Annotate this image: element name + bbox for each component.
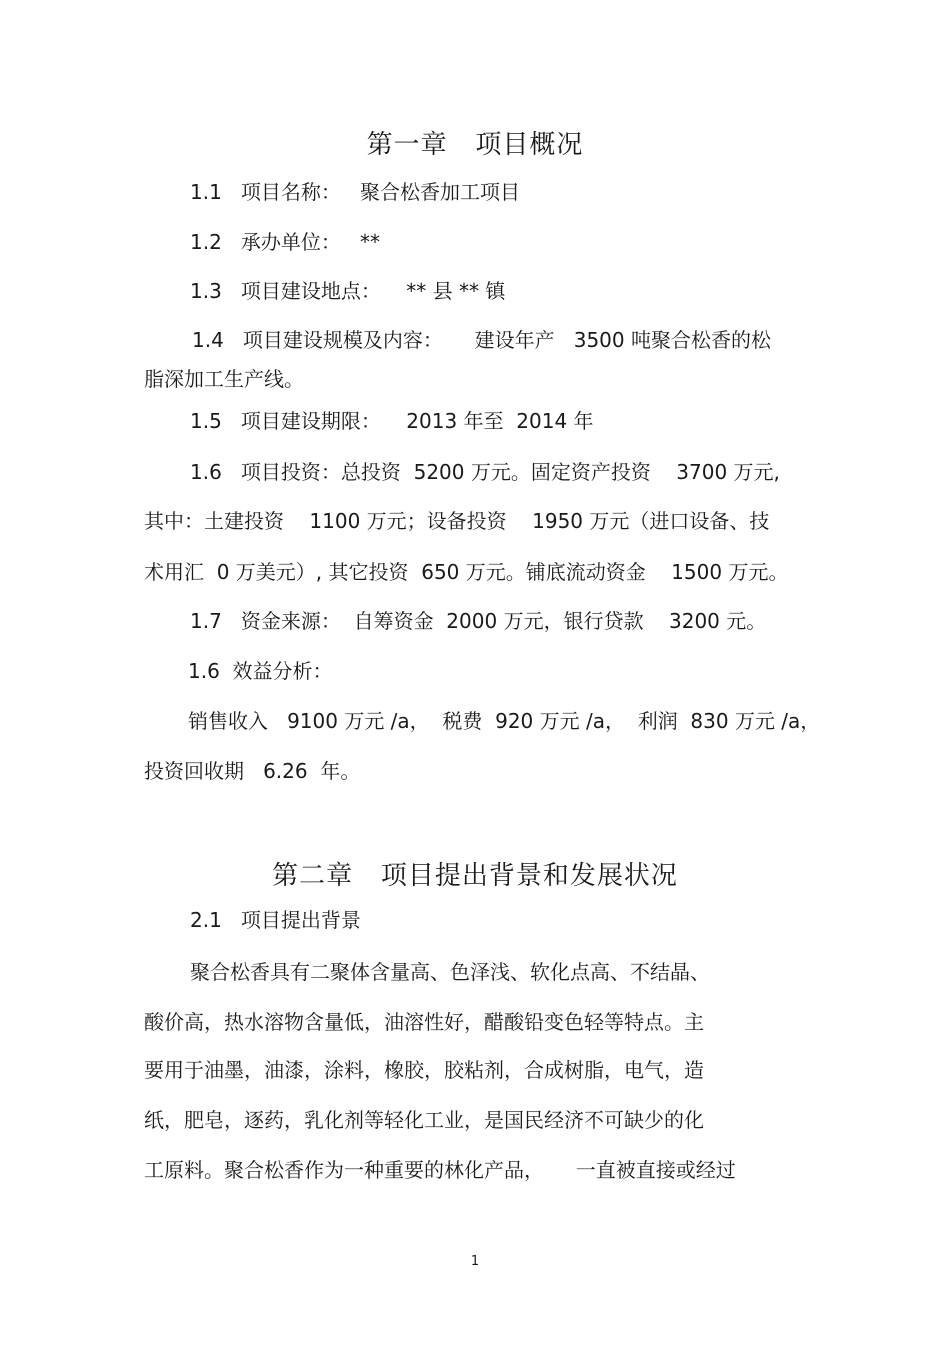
chapter-1-title: 第一章 项目概况: [366, 130, 584, 160]
item-1-4: 1.4 项目建设规模及内容： 建设年产 3500 吨聚合松香的松: [192, 328, 771, 352]
page-number: 1: [470, 1254, 480, 1269]
item-1-2: 1.2 承办单位： **: [190, 230, 380, 254]
item-1-3: 1.3 项目建设地点： ** 县 ** 镇: [190, 279, 506, 303]
paragraph-line-5: 工原料。聚合松香作为一种重要的林化产品， 一直被直接或经过: [144, 1158, 736, 1182]
benefit-line-2: 投资回收期 6.26 年。: [144, 759, 361, 783]
item-1-6-line-2: 其中：土建投资 1100 万元；设备投资 1950 万元（进口设备、技: [144, 509, 770, 533]
item-1-5: 1.5 项目建设期限： 2013 年至 2014 年: [190, 409, 594, 433]
paragraph-line-1: 聚合松香具有二聚体含量高、色泽浅、软化点高、不结晶、: [190, 960, 710, 984]
item-2-1: 2.1 项目提出背景: [190, 908, 361, 932]
paragraph-line-2: 酸价高，热水溶物含量低，油溶性好，醋酸铅变色轻等特点。主: [144, 1010, 704, 1034]
item-1-6: 1.6 项目投资：总投资 5200 万元。固定资产投资 3700 万元,: [190, 460, 780, 484]
paragraph-line-4: 纸，肥皂，逐药，乳化剂等轻化工业，是国民经济不可缺少的化: [144, 1108, 704, 1132]
item-1-1: 1.1 项目名称： 聚合松香加工项目: [190, 180, 520, 204]
paragraph-line-3: 要用于油墨，油漆，涂料，橡胶，胶粘剂，合成树脂，电气，造: [144, 1058, 704, 1082]
item-1-7: 1.7 资金来源： 自筹资金 2000 万元，银行贷款 3200 元。: [190, 609, 767, 633]
item-1-4-continued: 脂深加工生产线。: [144, 367, 304, 391]
chapter-2-title: 第二章 项目提出背景和发展状况: [272, 861, 678, 891]
item-benefit-analysis: 1.6 效益分析：: [188, 659, 333, 683]
item-1-6-line-3: 术用汇 0 万美元）, 其它投资 650 万元。铺底流动资金 1500 万元。: [144, 560, 789, 584]
benefit-line-1: 销售收入 9100 万元 /a， 税费 920 万元 /a， 利润 830 万元 /a，: [188, 709, 821, 733]
